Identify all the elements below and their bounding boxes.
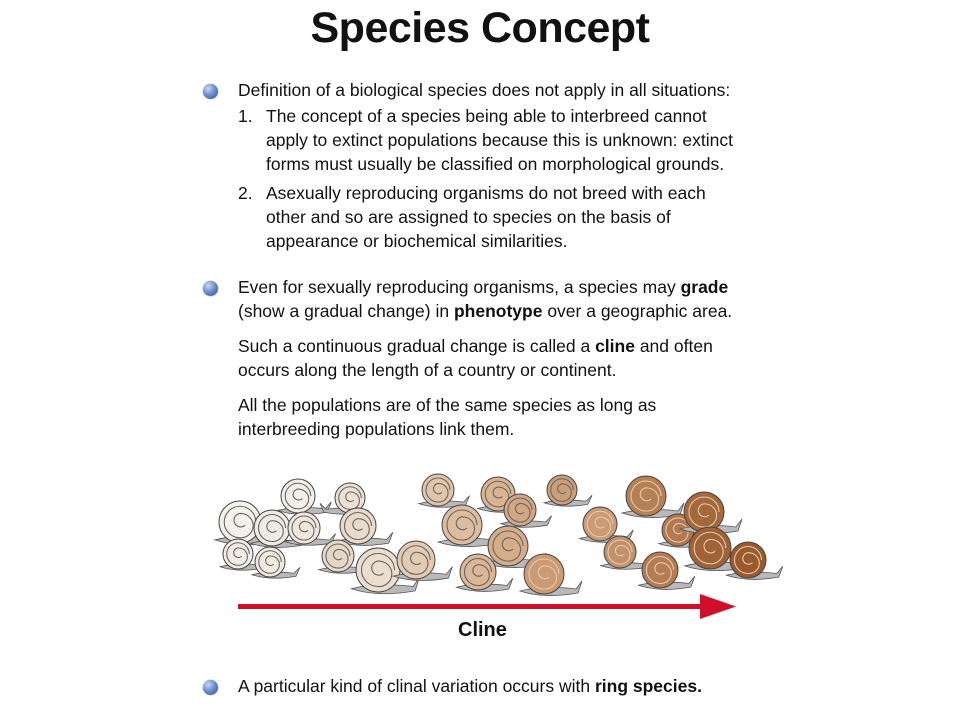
bullet-text-line: A particular kind of clinal variation occurs with ring species. [238,676,702,696]
bullet-icon [203,84,218,99]
page-title: Species Concept [310,4,650,52]
keyword-phenotype: phenotype [453,301,543,321]
bullet-text-line: (show a gradual change) in phenotype over a geographic area. [238,301,733,321]
snail-icon [285,512,336,545]
cline-label: Cline [458,619,507,641]
list-item-line: The concept of a species being able to interbreed cannot [266,106,707,126]
bullet-text-line: Even for sexually reproducing organisms, a species may grade [238,277,729,297]
snail-cline-illustration [200,470,790,625]
bullet-text-line: occurs along the length of a country or continent. [238,360,617,380]
keyword-grade: grade [680,277,729,297]
snail-icon [520,554,582,596]
snail-icon [544,475,592,506]
snail-icon [336,508,392,545]
bullet-text-line: interbreeding populations link them. [238,419,515,439]
bullet-icon [203,680,218,695]
list-item-line: other and so are assigned to species on the basis of [266,207,671,227]
list-number: 2. [238,183,253,203]
bullet-text-line: All the populations are of the same species as long as [238,395,657,415]
bullet-text: Definition of a biological species does not apply in all situations: [238,80,731,100]
cline-arrow [238,594,736,619]
keyword-ring-species: ring species. [594,676,702,696]
list-number: 1. [238,106,253,126]
list-item-line: apply to extinct populations because this is unknown: extinct [266,130,733,150]
snail-icon [419,474,470,507]
bullet-icon [203,281,218,296]
bullet-text-line: Such a continuous gradual change is called a cline and often [238,336,713,356]
snail-icon [622,476,684,518]
list-item-line: appearance or biochemical similarities. [266,231,568,251]
keyword-cline: cline [595,336,635,356]
list-item-line: forms must usually be classified on morphological grounds. [266,154,725,174]
snail-icon [252,547,300,578]
snail-icon [393,541,452,580]
snail-icon [638,552,694,589]
list-item-line: Asexually reproducing organisms do not breed with each [266,183,706,203]
snail-icon [726,542,782,579]
snail-icon [501,494,552,527]
